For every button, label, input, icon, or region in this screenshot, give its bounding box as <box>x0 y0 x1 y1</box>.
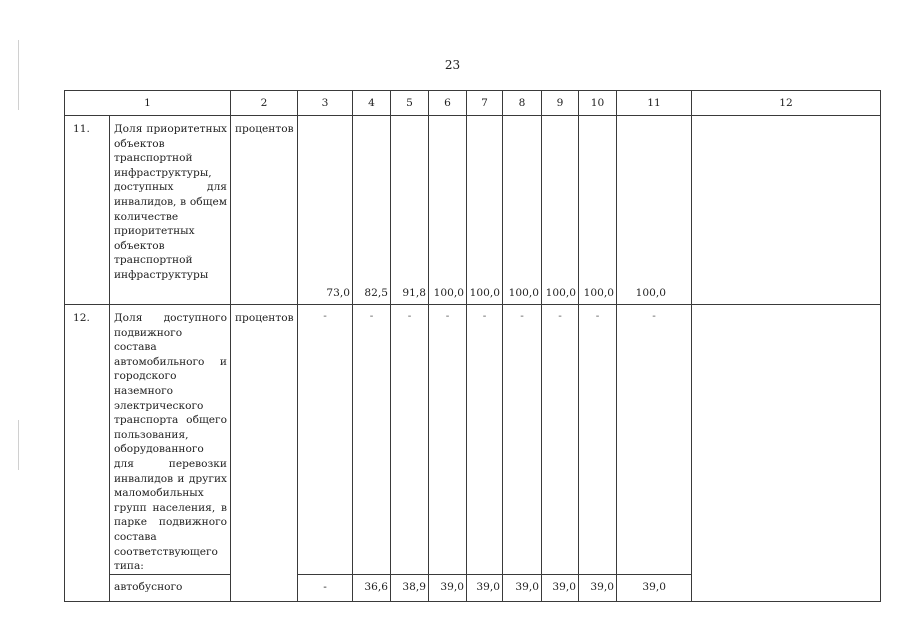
value-col-5: 91,8 <box>391 116 429 305</box>
value-col-4: - <box>353 305 391 575</box>
value-col-8: 39,0 <box>503 574 542 601</box>
header-cell-5: 5 <box>391 91 429 116</box>
indicators-table <box>64 90 881 602</box>
value-col-7: 39,0 <box>467 574 503 601</box>
value-col-5: 38,9 <box>391 574 429 601</box>
value-col-12 <box>692 305 881 602</box>
value-col-10: 100,0 <box>579 116 617 305</box>
indicator-name: Доля доступного подвижного состава автомобильного и городского наземного электрического транспорта общего пользования, оборудованного для перевозки инвалидов и других маломобильных групп населения, в парке подвижного состава соответствующего типа: <box>110 305 231 575</box>
header-cell-11: 11 <box>617 91 692 116</box>
page-number: 23 <box>444 58 461 72</box>
table-row <box>65 116 881 305</box>
header-cell-12: 12 <box>692 91 881 116</box>
row-number: 12. <box>65 305 110 575</box>
subrow-label: автобусного <box>110 574 231 601</box>
value-col-8: 100,0 <box>503 116 542 305</box>
header-cell-10: 10 <box>579 91 617 116</box>
value-col-7: 100,0 <box>467 116 503 305</box>
table-header-row <box>65 91 881 116</box>
value-col-11: - <box>617 305 692 575</box>
value-col-6: - <box>429 305 467 575</box>
header-cell-4: 4 <box>353 91 391 116</box>
value-col-7: - <box>467 305 503 575</box>
scan-mark <box>18 420 19 470</box>
header-cell-8: 8 <box>503 91 542 116</box>
value-col-9: 39,0 <box>542 574 579 601</box>
unit-cell: процентов <box>231 116 298 305</box>
value-col-4: 36,6 <box>353 574 391 601</box>
value-col-8: - <box>503 305 542 575</box>
value-col-9: 100,0 <box>542 116 579 305</box>
header-cell-2: 2 <box>231 91 298 116</box>
value-col-3: - <box>298 574 353 601</box>
value-col-10: - <box>579 305 617 575</box>
value-col-3: 73,0 <box>298 116 353 305</box>
value-col-10: 39,0 <box>579 574 617 601</box>
value-col-4: 82,5 <box>353 116 391 305</box>
row-number: 11. <box>65 116 110 305</box>
header-cell-9: 9 <box>542 91 579 116</box>
value-col-11: 39,0 <box>617 574 692 601</box>
scan-mark <box>18 40 19 110</box>
value-col-5: - <box>391 305 429 575</box>
row-number-empty <box>65 574 110 601</box>
header-cell-3: 3 <box>298 91 353 116</box>
value-col-3: - <box>298 305 353 575</box>
unit-cell: процентов <box>231 305 298 602</box>
indicator-name: Доля приоритетных объектов транспортной инфраструктуры, доступных для инвалидов, в общем количестве приоритетных объектов транспортной инфраструктуры <box>110 116 231 305</box>
header-cell-6: 6 <box>429 91 467 116</box>
table-row <box>65 305 881 575</box>
header-cell-1: 1 <box>65 91 231 116</box>
value-col-12 <box>692 116 881 305</box>
value-col-6: 39,0 <box>429 574 467 601</box>
header-cell-7: 7 <box>467 91 503 116</box>
value-col-6: 100,0 <box>429 116 467 305</box>
value-col-9: - <box>542 305 579 575</box>
value-col-11: 100,0 <box>617 116 692 305</box>
